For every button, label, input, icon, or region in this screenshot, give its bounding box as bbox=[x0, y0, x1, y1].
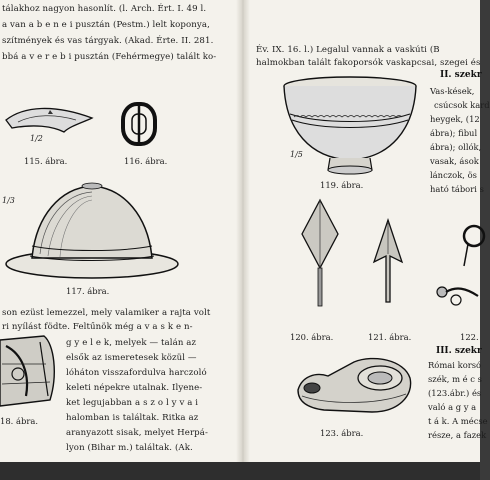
side-text-line: csúcsok kard bbox=[434, 100, 490, 110]
left-page bbox=[0, 0, 238, 462]
side-text-line: való a g y a bbox=[428, 402, 477, 412]
figure-119-scale: 1/5 bbox=[290, 150, 303, 159]
figure-115-curved-blade bbox=[4, 102, 96, 138]
left-text-line: son ezüst lemezzel, mely valamiker a rajta volt bbox=[2, 308, 211, 318]
book-gutter bbox=[236, 0, 250, 470]
left-col-line: halomban is találtak. Ritka az bbox=[66, 413, 199, 423]
figure-121-arrowhead bbox=[366, 218, 410, 306]
section-heading-iii: III. szekr bbox=[436, 346, 482, 356]
side-text-line: szék, m é c s bbox=[428, 374, 482, 384]
side-text-line: ábra); fibul bbox=[430, 128, 478, 138]
side-text-line: lánczok, ös bbox=[430, 170, 477, 180]
figure-116-caption: 116. ábra. bbox=[124, 156, 168, 166]
left-col-line: lyon (Bihar m.) találtak. (Ak. bbox=[66, 443, 193, 453]
left-text-line: tálakhoz nagyon hasonlít. (l. Arch. Ért. I. 49 l. bbox=[2, 4, 207, 14]
figure-115-scale: 1/2 bbox=[30, 134, 43, 143]
section-heading-ii: II. szekr bbox=[440, 70, 482, 80]
right-text-line: Év. IX. 16. l.) Legalul vannak a vaskúti (B bbox=[256, 45, 440, 55]
left-col-line: g y e l e k, melyek — talán az bbox=[66, 338, 197, 348]
left-text-line: szítmények és vas tárgyak. (Akad. Érte. II. 281. bbox=[2, 36, 214, 46]
side-text-line: vasak, ások bbox=[430, 156, 479, 166]
side-text-line: ábra); ollók, bbox=[430, 142, 482, 152]
side-text-line: Római korsó bbox=[428, 360, 482, 370]
figure-115-caption: 115. ábra. bbox=[24, 156, 68, 166]
figure-123-oil-lamp bbox=[294, 350, 414, 422]
figure-122-fibula bbox=[434, 226, 480, 310]
side-text-line: (123.ábr.) és bbox=[428, 388, 482, 398]
left-col-line: lóháton visszafordulva harczoló bbox=[66, 368, 207, 378]
figure-117-helmet bbox=[2, 176, 178, 282]
figure-117-scale: 1/3 bbox=[2, 196, 15, 205]
figure-122-caption: 122. bbox=[460, 332, 479, 342]
side-text-line: t á k. A mécse bbox=[428, 416, 488, 426]
figure-121-caption: 121. ábra. bbox=[368, 332, 412, 342]
figure-119-caption: 119. ábra. bbox=[320, 180, 364, 190]
left-text-line: a van a b e n e i pusztán (Pestm.) lelt koponya, bbox=[2, 20, 210, 30]
figure-118-stirrup bbox=[0, 334, 60, 414]
figure-117-caption: 117. ábra. bbox=[66, 286, 110, 296]
side-text-line: része, a fazek bbox=[428, 430, 487, 440]
left-text-line: bbá a v e r e b i pusztán (Fehérmegye) talált ko- bbox=[2, 52, 217, 62]
figure-120-caption: 120. ábra. bbox=[290, 332, 334, 342]
side-text-line: ható tábori s bbox=[430, 184, 484, 194]
side-text-line: Vas-kések, bbox=[430, 86, 475, 96]
figure-120-lance-head bbox=[298, 198, 342, 310]
figure-118-caption: 18. ábra. bbox=[0, 416, 38, 426]
left-text-line: ri nyílást födte. Feltűnök még a v a s k e n- bbox=[2, 322, 193, 332]
figure-123-caption: 123. ábra. bbox=[320, 428, 364, 438]
right-text-line: halmokban talált fakoporsók vaskapcsai, szegei és bbox=[256, 58, 481, 68]
figure-119-bowl bbox=[280, 74, 420, 178]
left-col-line: keleti népekre utalnak. Ilyene- bbox=[66, 383, 203, 393]
left-col-line: ket legujabban a s z o l y v a i bbox=[66, 398, 199, 408]
left-col-line: elsők az ismeretesek közül — bbox=[66, 353, 197, 363]
left-col-line: aranyazott sisak, melyet Herpá- bbox=[66, 428, 208, 438]
table-surface bbox=[0, 462, 480, 480]
right-page bbox=[250, 0, 490, 462]
figure-116-buckle bbox=[120, 100, 160, 154]
side-text-line: heygek, (12 bbox=[430, 114, 480, 124]
